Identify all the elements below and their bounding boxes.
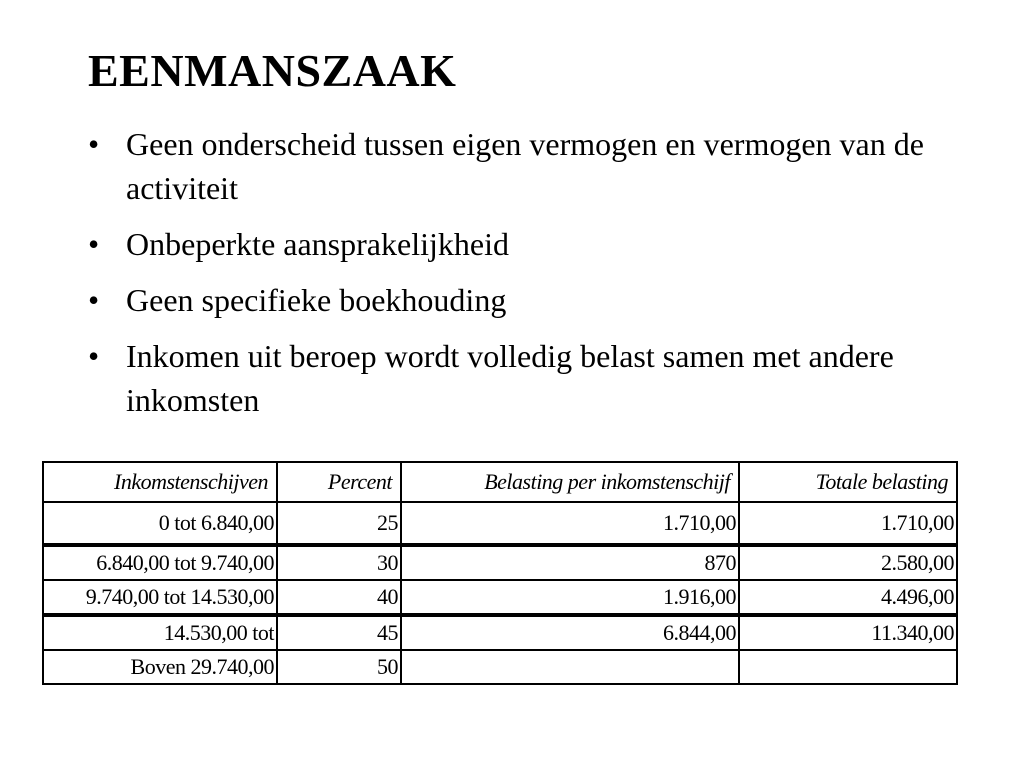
header-income-brackets: Inkomstenschijven [43,462,277,502]
bullet-item [88,278,948,322]
table-row [43,580,957,615]
cell-total: 1.710,00 [739,502,957,545]
bullet-text: Onbeperkte aansprakelijkheid [126,226,509,262]
cell-bracket: 14.530,00 tot [43,615,277,650]
cell-total: 4.496,00 [739,580,957,615]
header-percent: Percent [277,462,401,502]
cell-bracket: Boven 29.740,00 [43,650,277,684]
bullet-icon: • [88,338,100,374]
cell-tax: 6.844,00 [401,615,739,650]
header-tax-per-bracket: Belasting per inkomstenschijf [401,462,739,502]
cell-tax: 1.916,00 [401,580,739,615]
cell-percent: 25 [277,502,401,545]
bullet-icon: • [88,126,100,162]
cell-percent: 45 [277,615,401,650]
cell-bracket: 9.740,00 tot 14.530,00 [43,580,277,615]
cell-total: 11.340,00 [739,615,957,650]
cell-percent: 30 [277,545,401,580]
bullet-icon: • [88,282,100,318]
cell-bracket: 6.840,00 tot 9.740,00 [43,545,277,580]
table-row [43,545,957,580]
tax-bracket-table [42,461,958,685]
bullet-item [88,222,948,266]
bullet-icon: • [88,226,100,262]
bullet-text: Geen specifieke boekhouding [126,282,507,318]
table-row [43,615,957,650]
bullet-text: Geen onderscheid tussen eigen vermogen en vermogen van de activiteit [126,126,924,206]
bullet-list [88,122,948,434]
cell-bracket: 0 tot 6.840,00 [43,502,277,545]
cell-percent: 50 [277,650,401,684]
cell-tax [401,650,739,684]
table-header-row [43,462,957,502]
cell-total: 2.580,00 [739,545,957,580]
bullet-text: Inkomen uit beroep wordt volledig belast samen met andere inkomsten [126,338,894,418]
bullet-item [88,122,948,210]
cell-tax: 1.710,00 [401,502,739,545]
cell-tax: 870 [401,545,739,580]
cell-total [739,650,957,684]
header-total-tax: Totale belasting [739,462,957,502]
slide-title: EENMANSZAAK [88,45,457,96]
table-row [43,650,957,684]
bullet-item [88,334,948,422]
table-row [43,502,957,545]
cell-percent: 40 [277,580,401,615]
